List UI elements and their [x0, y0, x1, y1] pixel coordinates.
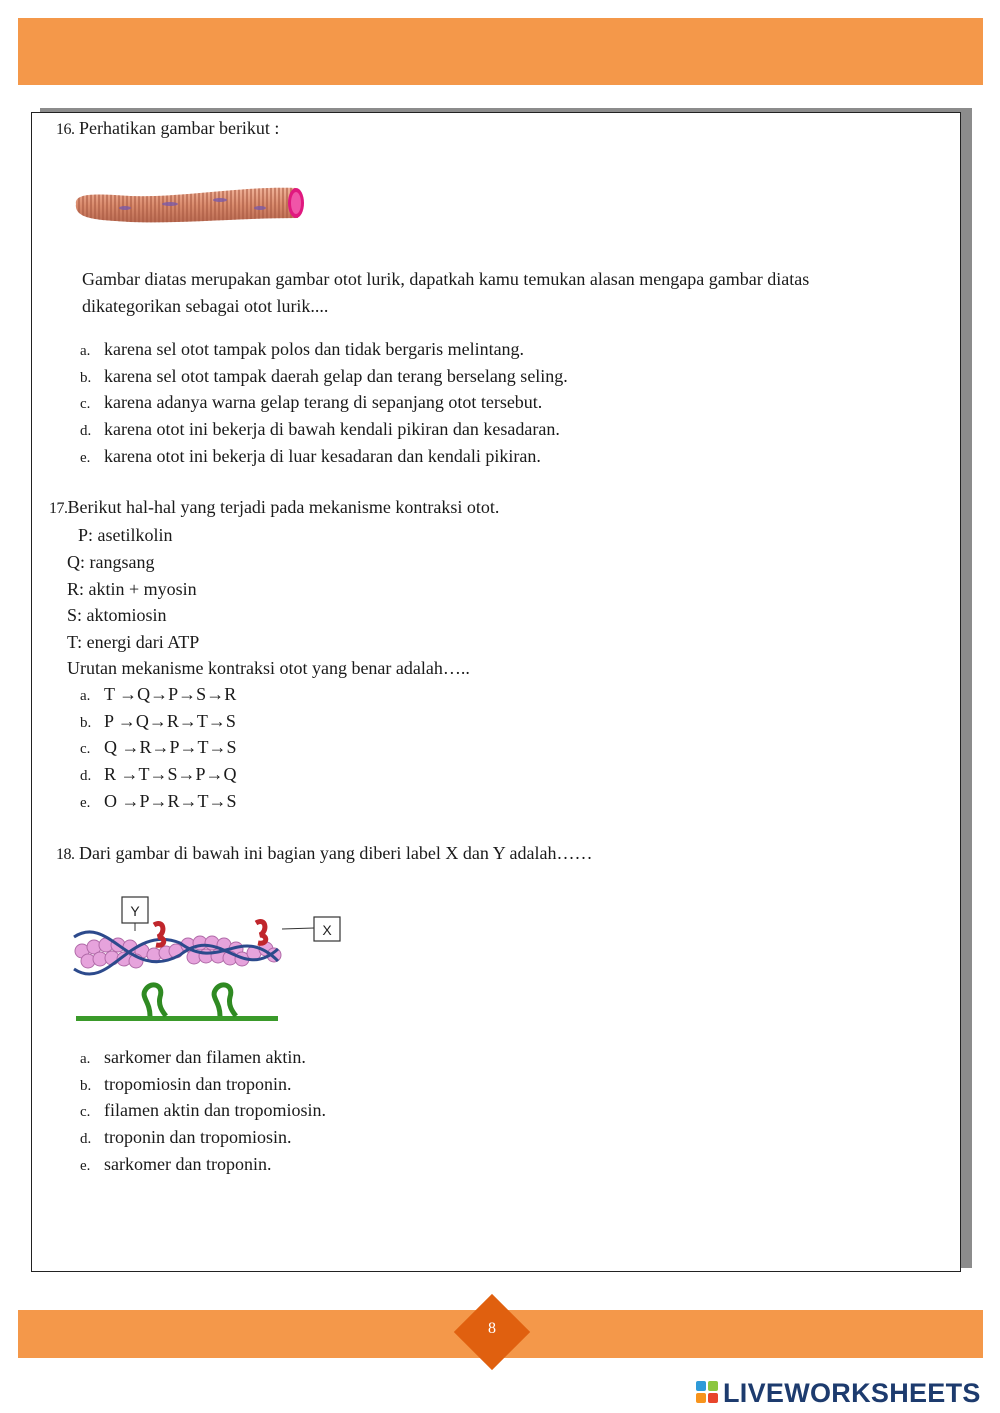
liveworksheets-logo-icon	[696, 1381, 720, 1405]
q17-question: Urutan mekanisme kontraksi otot yang benar adalah…..	[67, 658, 470, 678]
q16-option-c[interactable]: c. karena adanya warna gelap terang di sepanjang otot tersebut.	[80, 392, 543, 413]
q17-title-text: Berikut hal-hal yang terjadi pada mekanisme kontraksi otot.	[67, 497, 500, 517]
label-y: Y	[130, 903, 140, 919]
q17-number: 17.	[49, 500, 68, 517]
q18-option-d[interactable]: d. troponin dan tropomiosin.	[80, 1127, 292, 1148]
q17-item-s: S: aktomiosin	[67, 605, 167, 625]
q18-title	[56, 843, 593, 864]
q17-option-a[interactable]: a. T →Q→P→S→R	[80, 684, 237, 704]
q17-item-t: T: energi dari ATP	[67, 632, 200, 652]
q17-option-c[interactable]: c. Q →R→P→T→S	[80, 737, 237, 758]
q17-item-q: Q: rangsang	[67, 552, 155, 572]
q16-paragraph: Gambar diatas merupakan gambar otot lurik, dapatkah kamu temukan alasan mengapa gambar diatas dikategorikan sebagai otot lurik....	[82, 269, 810, 316]
q16-options	[80, 336, 568, 469]
q17-option-b[interactable]: b. P →Q→R→T→S	[80, 710, 236, 731]
page-number: 8	[488, 1320, 496, 1337]
actin-filament-image	[70, 893, 350, 1033]
liveworksheets-logo[interactable]	[696, 1378, 981, 1408]
header-band	[18, 18, 983, 85]
q17-item-r: R: aktin + myosin	[67, 579, 197, 599]
striated-muscle-image	[70, 178, 310, 230]
q16-title-text: Perhatikan gambar berikut :	[79, 118, 280, 138]
q18-option-b[interactable]: b. tropomiosin dan troponin.	[80, 1073, 292, 1094]
q17-options	[80, 681, 237, 814]
q18-title-text: Dari gambar di bawah ini bagian yang diberi label X dan Y adalah……	[79, 843, 593, 863]
liveworksheets-logo-text: LIVEWORKSHEETS	[723, 1377, 981, 1408]
q17-title	[49, 497, 499, 518]
q17-item-p: P: asetilkolin	[78, 525, 173, 545]
q16-option-e[interactable]: e. karena otot ini bekerja di luar kesadaran dan kendali pikiran.	[80, 445, 541, 466]
q16-option-d[interactable]: d. karena otot ini bekerja di bawah kendali pikiran dan kesadaran.	[80, 419, 560, 440]
q16-option-b[interactable]: b. karena sel otot tampak daerah gelap dan terang berselang seling.	[80, 365, 568, 386]
q18-option-a[interactable]: a. sarkomer dan filamen aktin.	[80, 1047, 306, 1067]
q16-number: 16.	[56, 121, 75, 138]
q18-number: 18.	[56, 846, 75, 863]
q16-option-a[interactable]: a. karena sel otot tampak polos dan tidak bergaris melintang.	[80, 339, 525, 359]
q17-option-e[interactable]: e. O →P→R→T→S	[80, 790, 237, 811]
q16-title	[56, 118, 279, 139]
q18-option-e[interactable]: e. sarkomer dan troponin.	[80, 1153, 272, 1174]
label-x: X	[322, 922, 332, 938]
q17-option-d[interactable]: d. R →T→S→P→Q	[80, 764, 237, 785]
q18-options	[80, 1044, 326, 1177]
q18-option-c[interactable]: c. filamen aktin dan tropomiosin.	[80, 1100, 326, 1121]
